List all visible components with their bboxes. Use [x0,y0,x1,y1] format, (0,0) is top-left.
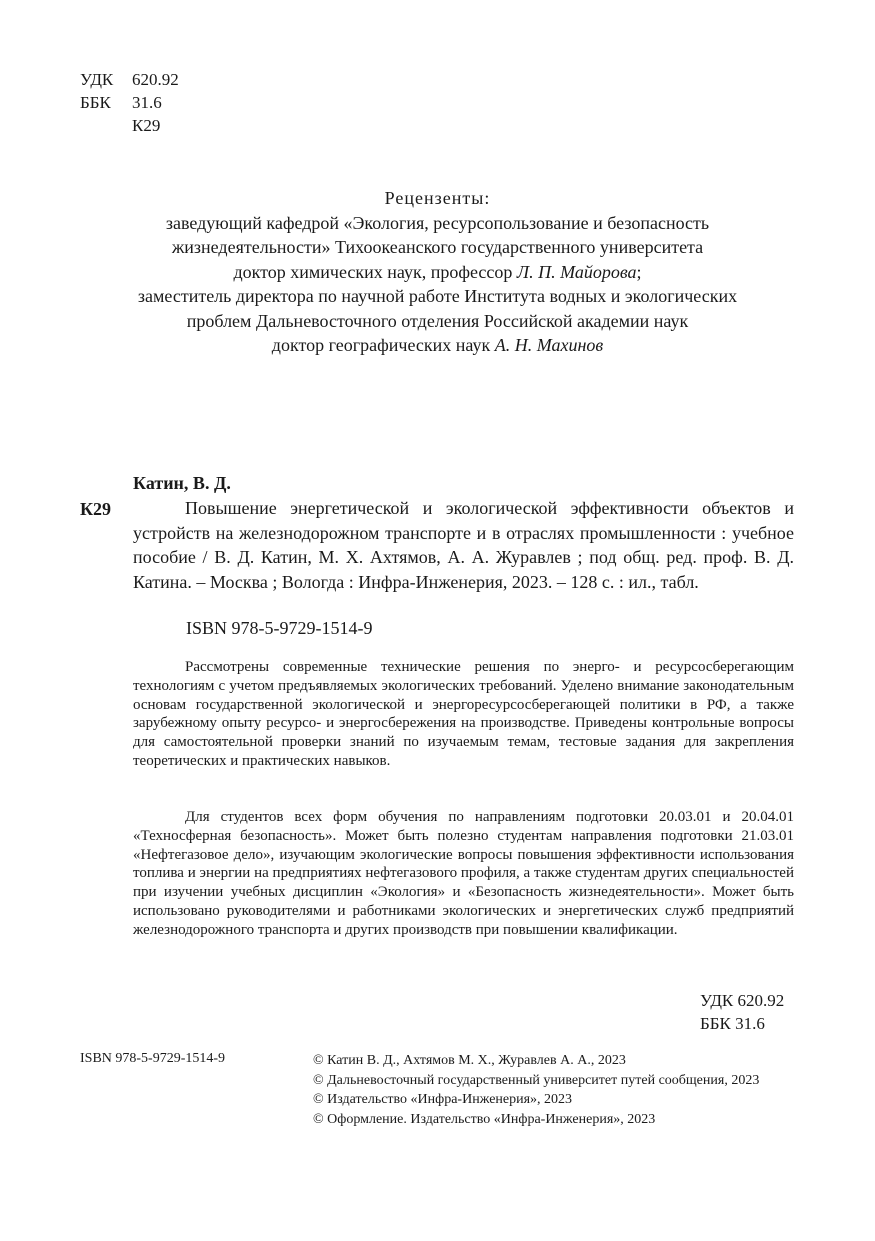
classification-block [80,68,179,137]
entry-description: Повышение энергетической и экологической эффективности объектов и устройств на железнодорожном транспорте и в отраслях промышленности : учебное пособие / В. Д. Катин, М. Х. Ахтямов, А. А. Журавлев ; под общ. ред. проф. В. Д. Катина. – Москва ; Вологда : Инфра-Инженерия, 2023. – 128 с. : ил., табл. [133,498,794,592]
udk-value: 620.92 [132,70,179,89]
author-mark: К29 [132,116,161,135]
reviewer-2-credentials [60,333,815,358]
annotation-paragraph-2: Для студентов всех форм обучения по направлениям подготовки 20.03.01 и 20.04.01 «Техносферная безопасность». Может быть полезно студентам направления подготовки 21.03.01 «Нефтегазовое дело», изучающим экологические вопросы повышения эффективности использования топлива и энергии на предприятиях нефтегазового профиля, а также студентам других специальностей при изучении учебных дисциплин «Экология» и «Безопасность жизнедеятельности». Может быть использовано руководителями и работниками экологических и энергетических служб предприятий железнодорожного транспорта и других производств при повышении квалификации. [133,809,794,938]
reviewer-2-position-line1: заместитель директора по научной работе Института водных и экологических [137,286,738,306]
reviewer-2-position-line2: проблем Дальневосточного отделения Российской академии наук [186,310,689,331]
reviewer-1-name: Л. П. Майорова [516,261,637,282]
copyright-line: © Катин В. Д., Ахтямов М. Х., Журавлев А. А., 2023 [313,1053,626,1068]
entry-author: Катин, В. Д. [133,473,231,493]
reviewer-1-position-line1: заведующий кафедрой «Экология, ресурсопользование и безопасность [165,212,710,233]
reviewers-block [60,186,815,358]
copyright-line: © Оформление. Издательство «Инфра-Инженерия», 2023 [313,1111,656,1127]
reviewer-1-degree: доктор химических наук, профессор [233,261,513,282]
udk-code: УДК 620.92 [700,991,785,1010]
reviewer-1-position-line2: жизнедеятельности» Тихоокеанского государственного университета [171,237,704,257]
reviewer-1-end: ; [636,261,642,282]
reviewer-1-credentials [60,260,815,285]
reviewers-title: Рецензенты: [384,188,491,208]
footer-isbn: ISBN 978-5-9729-1514-9 [80,1051,226,1066]
entry-mark: К29 [80,499,112,519]
entry-isbn: ISBN 978-5-9729-1514-9 [186,618,373,638]
codes-block [700,989,784,1035]
udk-label: УДК [80,70,114,89]
copyright-line: © Дальневосточный государственный университет путей сообщения, 2023 [313,1072,760,1088]
author-mark-line [80,114,179,137]
reviewer-2-name: А. Н. Махинов [494,335,604,355]
reviewer-2-degree: доктор географических наук [271,335,491,355]
bbk-label: ББК [80,93,111,112]
bbk-value: 31.6 [132,93,162,112]
annotation-paragraph-1: Рассмотрены современные технические решения по энерго- и ресурсосберегающим технологиям с учетом предъявляемых экологических требований. Уделено внимание законодательным основам государственной экологической и энергоресурсосберегающей политики в РФ, а также зарубежному опыту ресурсо- и энергосбережения на производстве. Приведены контрольные вопросы для самостоятельной проверки знаний по изучаемым темам, тестовые задания для закрепления теоретических и практических навыков. [133,659,794,769]
bbk-line [80,91,179,114]
udk-line [80,68,179,91]
copyright-block [313,1051,759,1129]
bbk-code: ББК 31.6 [700,1014,765,1033]
copyright-line: © Издательство «Инфра-Инженерия», 2023 [313,1092,573,1107]
